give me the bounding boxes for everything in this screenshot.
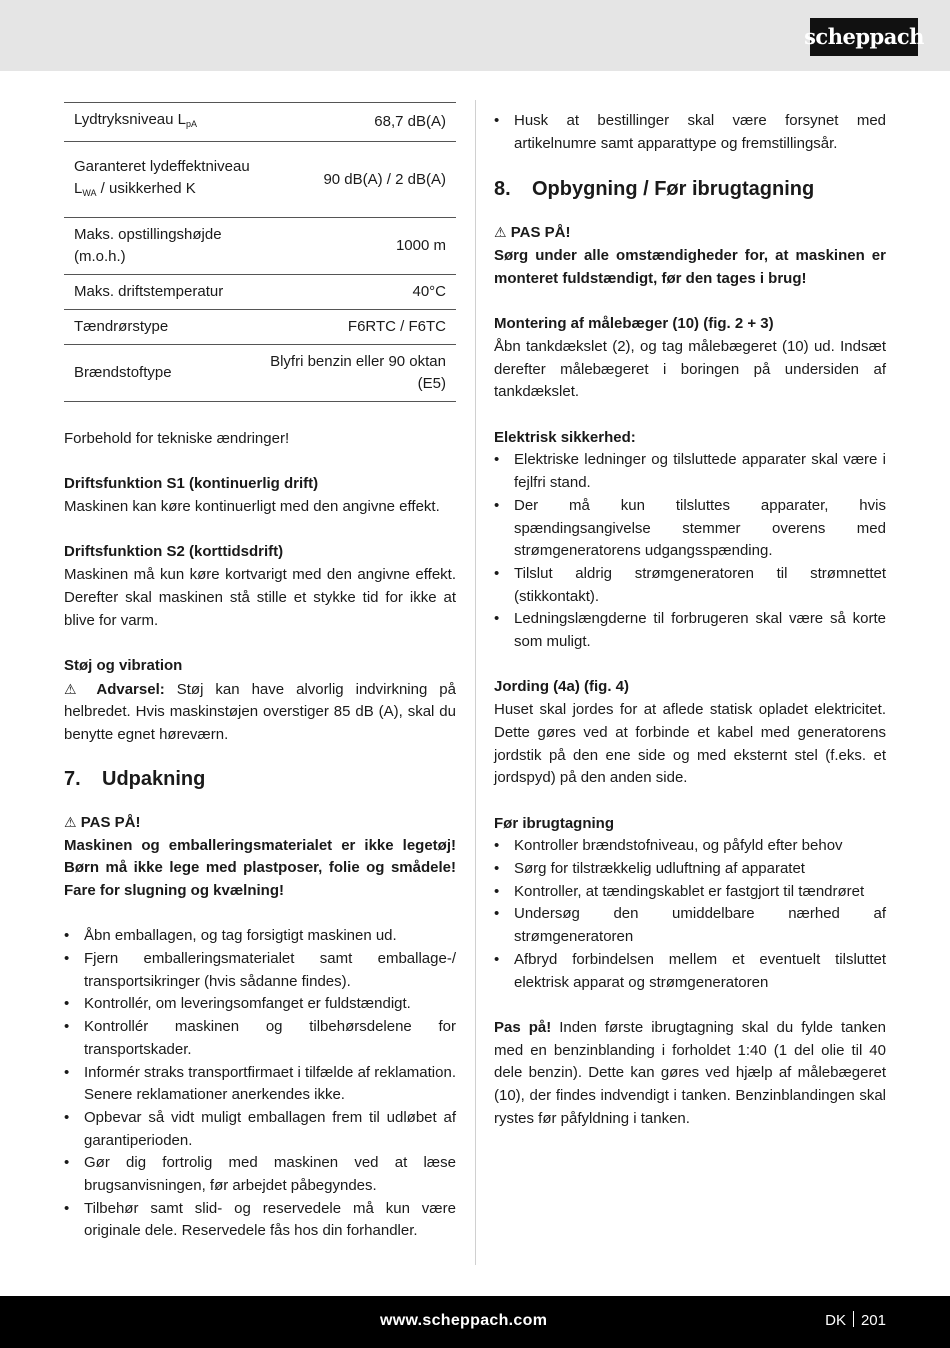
grounding-heading: Jording (4a) (fig. 4)	[494, 678, 629, 696]
list-item: • Elektriske ledninger og tilsluttede apparater skal være i fejlfri stand.	[494, 451, 886, 492]
mount-text: Åbn tankdækslet (2), og tag målebægeret (10) ud. Indsæt derefter målebægeret i boringen på undersiden af tankdækslet.	[494, 337, 886, 401]
caution-paragraph: Pas på! Inden første ibrugtagning skal du fylde tanken med en benzinblanding i forholdet 1:40 (1 del olie til 40 dele benzin). Dette kan gøres ved hjælp af målebægeret (10), der findes indvendigt i tanken. Benzinblandingen skal rystes før påfyldning i tanken.	[494, 1018, 886, 1127]
s2-text: Maskinen må kun køre kortvarigt med den angivne effekt. Derefter skal maskinen stå stille et stykke tid for ikke at blive for varm.	[64, 566, 456, 629]
list-item: • Ledningslængderne til forbrugeren skal være så korte som muligt.	[494, 610, 886, 651]
footer-bar	[0, 1296, 950, 1348]
spec-label: Maks. driftstemperatur	[74, 283, 224, 300]
noise-heading: Støj og vibration	[64, 656, 183, 674]
list-item: • Husk at bestillinger skal være forsynet med artikelnumre samt apparattype og fremstillingsår.	[494, 112, 886, 152]
table-row	[64, 310, 456, 345]
s2-heading: Driftsfunktion S2 (korttidsdrift)	[64, 543, 284, 561]
list-item: • Kontrollér maskinen og tilbehørsdelene for transportskader.	[64, 1018, 456, 1058]
spec-value: 1000 m	[395, 237, 446, 254]
left-column	[64, 102, 456, 1243]
page-indicator	[825, 1310, 886, 1333]
list-item: • Tilslut aldrig strømgeneratoren til strømnettet (stikkontakt).	[494, 564, 886, 605]
right-column	[494, 110, 886, 1130]
list-item: • Gør dig fortrolig med maskinen ved at læse brugsanvisningen, før arbejdet påbegyndes.	[64, 1154, 456, 1195]
table-row	[64, 103, 456, 142]
section-7-heading: 7. Udpakning	[64, 767, 206, 790]
page-number: 201	[860, 1312, 886, 1329]
list-item: • Afbryd forbindelsen mellem et eventuelt tilsluttet elektrisk apparat og strømgeneratoren	[494, 950, 886, 991]
technical-reservation: Forbehold for tekniske ændringer!	[64, 430, 290, 447]
header-bar	[0, 0, 950, 71]
list-item: • Der må kun tilsluttes apparater, hvis spændingsangivelse stemmer overens med strømgeneratorens udgangsspænding.	[494, 496, 886, 560]
table-row	[64, 218, 456, 275]
order-note-list	[494, 110, 886, 155]
electrical-safety-heading: Elektrisk sikkerhed:	[494, 428, 636, 446]
s1-heading: Driftsfunktion S1 (kontinuerlig drift)	[64, 475, 319, 493]
section-7-warning: ⚠ PAS PÅ!	[64, 813, 141, 831]
s1-text: Maskinen kan køre kontinuerligt med den angivne effekt.	[64, 498, 440, 516]
spec-value: 90 dB(A) / 2 dB(A)	[323, 170, 446, 188]
table-row	[64, 142, 456, 218]
spec-value: Blyfri benzin eller 90 oktan (E5)	[270, 353, 446, 392]
section-7-warning-text: Maskinen og emballeringsmaterialet er ikke legetøj! Børn må ikke lege med plastposer, folie og smådele! Fare for slugning og kvælning!	[64, 836, 456, 899]
spec-value: F6RTC / F6TC	[347, 318, 446, 335]
list-item: • Kontroller, at tændingskablet er fastgjort til tændrøret	[494, 882, 865, 900]
warning-icon: ⚠	[64, 680, 85, 697]
list-item: • Tilbehør samt slid- og reservedele må kun være originale dele. Reservedele fås hos din forhandler.	[64, 1199, 456, 1240]
website-link[interactable]: www.scheppach.com	[380, 1312, 548, 1329]
warning-icon: ⚠	[64, 813, 77, 830]
table-row	[64, 275, 456, 310]
section-8-warning: ⚠ PAS PÅ!	[494, 224, 571, 242]
spec-label: Maks. opstillingshøjde (m.o.h.)	[74, 226, 222, 265]
unpacking-list	[64, 925, 456, 1243]
section-8-heading: 8. Opbygning / Før ibrugtagning	[494, 178, 815, 201]
column-divider	[475, 100, 476, 1265]
mount-heading: Montering af målebæger (10) (fig. 2 + 3)	[494, 315, 774, 333]
list-item: • Fjern emballeringsmaterialet samt emballage-/ transportsikringer (hvis sådanne findes).	[64, 950, 456, 990]
warning-icon: ⚠	[494, 224, 507, 241]
spec-value: 40°C	[412, 283, 446, 300]
spec-label: Brændstoftype	[74, 364, 172, 381]
page-separator	[853, 1311, 854, 1327]
spec-label: Tændrørstype	[74, 318, 169, 335]
list-item: • Informér straks transportfirmaet i tilfælde af reklamation. Senere reklamationer anerkendes ikke.	[64, 1063, 456, 1104]
list-item: • Kontrollér, om leveringsomfanget er fuldstændigt.	[64, 995, 411, 1013]
before-use-heading: Før ibrugtagning	[494, 814, 614, 832]
electrical-safety-list	[494, 449, 886, 653]
list-item: • Opbevar så vidt muligt emballagen frem til udløbet af garantiperioden.	[64, 1108, 456, 1149]
list-item: • Kontroller brændstofniveau, og påfyld efter behov	[494, 837, 843, 855]
list-item: • Undersøg den umiddelbare nærhed af strømgeneratoren	[494, 905, 886, 946]
list-item: • Sørg for tilstrækkelig udluftning af apparatet	[494, 860, 805, 878]
spec-value: 68,7 dB(A)	[374, 113, 446, 130]
spec-label: Garanteret lydeffektniveau $L_{WA}$ / usikkerhed K	[74, 157, 250, 198]
section-8-warning-text: Sørg under alle omstændigheder for, at maskinen er monteret fuldstændigt, før den tages i brug!	[494, 247, 886, 287]
grounding-text: Huset skal jordes for at aflede statisk opladet elektricitet. Dette gøres ved at forbinde et kabel med generatorens jordstik på den ene side og med eksternt stel (f.eks. et jordspyd) på den anden side.	[494, 701, 886, 787]
table-row	[64, 345, 456, 402]
language-code: DK	[825, 1312, 846, 1329]
list-item: • Åbn emballagen, og tag forsigtigt maskinen ud.	[64, 927, 397, 945]
before-use-list	[494, 835, 886, 994]
brand-logo: scheppach	[810, 18, 918, 56]
noise-text: ⚠ Advarsel: Støj kan have alvorlig indvirkning på helbredet. Hvis maskinstøjen overstiger 85 dB (A), skal du benytte egnet høreværn.	[64, 680, 456, 744]
spec-table	[64, 102, 456, 402]
spec-label: Lydtryksniveau $L_{pA}$	[74, 111, 198, 129]
